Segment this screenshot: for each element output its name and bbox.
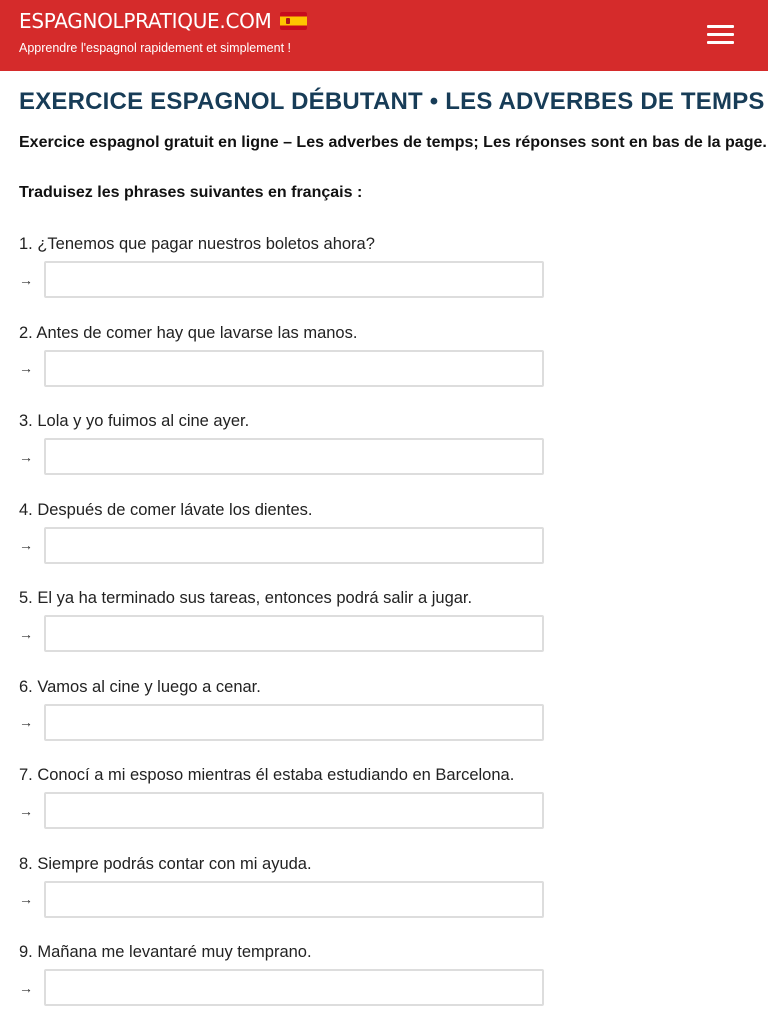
answer-row [19, 704, 749, 741]
arrow-right-icon: → [19, 360, 33, 376]
exercise-item [19, 666, 749, 755]
question-text: 6. Vamos al cine y luego a cenar. [19, 677, 261, 696]
exercise-item [19, 931, 749, 1020]
exercise-item [19, 400, 749, 489]
exercise-item [19, 223, 749, 312]
main-content [0, 87, 768, 1020]
intro-text: Exercice espagnol gratuit en ligne – Les adverbes de temps; Les réponses sont en bas de la page. [19, 134, 767, 151]
site-header [0, 0, 768, 71]
answer-input[interactable] [44, 261, 544, 298]
answer-row [19, 615, 749, 652]
exercise-item [19, 843, 749, 932]
answer-input[interactable] [44, 615, 544, 652]
question-text: 9. Mañana me levantaré muy temprano. [19, 943, 312, 961]
question-text: 4. Después de comer lávate los dientes. [19, 500, 313, 519]
answer-input[interactable] [44, 792, 544, 829]
question-text: 8. Siempre podrás contar con mi ayuda. [19, 854, 312, 873]
arrow-right-icon: → [19, 448, 33, 465]
question-text: 3. Lola y yo fuimos al cine ayer. [19, 412, 250, 430]
arrow-right-icon: → [19, 979, 33, 996]
answer-row [19, 881, 749, 918]
arrow-right-icon: → [19, 271, 33, 288]
instruction-text: Traduisez les phrases suivantes en français : [19, 184, 363, 201]
answer-input[interactable] [44, 527, 544, 564]
answer-input[interactable] [44, 881, 544, 918]
answer-input[interactable] [44, 350, 544, 387]
answer-row [19, 792, 749, 829]
menu-bar [707, 25, 734, 28]
exercise-list [19, 223, 749, 1020]
question-text: 7. Conocí a mi esposo mientras él estaba estudiando en Barcelona. [19, 766, 515, 784]
question-text: 1. ¿Tenemos que pagar nuestros boletos ahora? [19, 235, 375, 253]
exercise-item [19, 577, 749, 666]
exercise-item [19, 754, 749, 843]
answer-row [19, 527, 749, 564]
arrow-right-icon: → [19, 625, 33, 642]
arrow-right-icon: → [19, 891, 33, 907]
menu-bar [707, 33, 734, 36]
site-logo[interactable] [19, 9, 307, 33]
answer-row [19, 969, 749, 1006]
exercise-item [19, 489, 749, 578]
page-title: EXERCICE ESPAGNOL DÉBUTANT • LES ADVERBES DE TEMPS [19, 88, 765, 115]
site-name[interactable]: ESPAGNOLPRATIQUE.COM [19, 9, 272, 33]
answer-row [19, 261, 749, 298]
answer-input[interactable] [44, 969, 544, 1006]
answer-row [19, 438, 749, 475]
question-text: 5. El ya ha terminado sus tareas, entonces podrá salir a jugar. [19, 589, 473, 607]
arrow-right-icon: → [19, 802, 33, 819]
answer-row [19, 350, 749, 387]
hamburger-menu-icon[interactable] [706, 24, 736, 46]
menu-bar [707, 41, 734, 44]
answer-input[interactable] [44, 704, 544, 741]
spain-flag-icon [280, 12, 307, 30]
arrow-right-icon: → [19, 714, 33, 730]
arrow-right-icon: → [19, 537, 33, 553]
exercise-item [19, 312, 749, 401]
question-text: 2. Antes de comer hay que lavarse las manos. [19, 323, 358, 342]
answer-input[interactable] [44, 438, 544, 475]
site-tagline: Apprendre l'espagnol rapidement et simplement ! [19, 41, 291, 55]
